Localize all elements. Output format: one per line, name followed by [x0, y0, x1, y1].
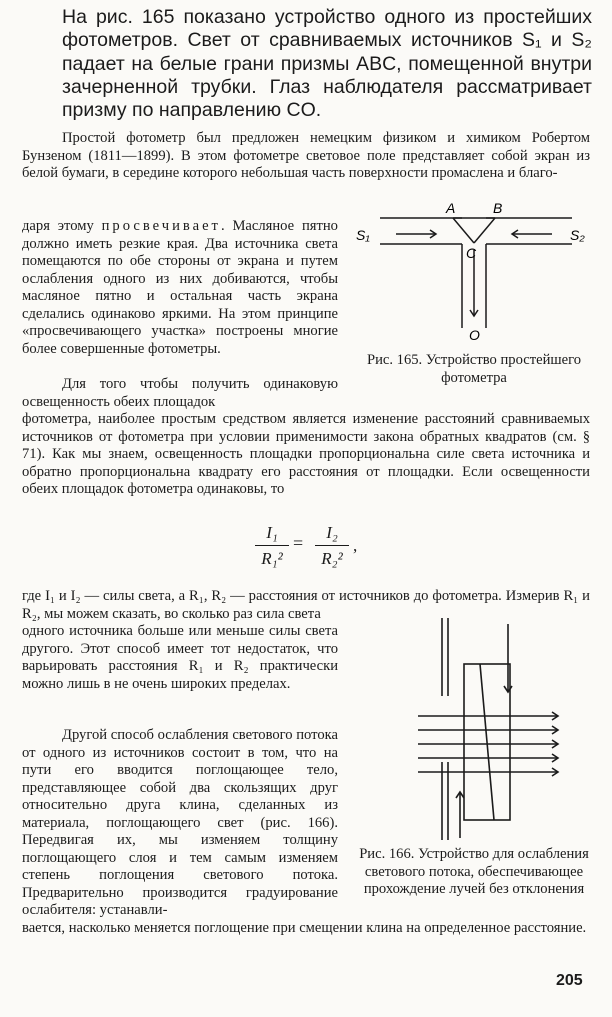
paragraph-illumination-continued: фотометра, наиболее простым средством является изменение расстояний сравниваемых источников от фотометра при условии применимости закона обратных квадратов (см. § 71). Как мы знаем, освещенность площадки пропорциональна силе света источника и обратно пропорциональна квадрату его расстояния от площадки. Если освещенности обеих площадок фотометра одинаковы, то: [22, 411, 590, 497]
text-fragment: . Масляное пятно должно иметь резкие края. Два источника света помещаются по обе стороны от экрана и путем ослабления одного из них добиваются, чтобы масляное пятно и остальная часть экрана сделались одинаково яркими. На этом принципе «просвечивающего участка» построены многие более совершенные фотометры.: [22, 218, 338, 357]
figure-166-wedge-attenuator-diagram: [408, 616, 568, 842]
paragraph-wedge-method-end: вается, насколько меняется поглощение при смещении клина на определенное расстояние.: [22, 920, 587, 936]
fraction-left: [255, 523, 289, 570]
label-c: C: [466, 245, 477, 261]
denominator-r2: R₂²: [321, 549, 343, 568]
numerator-i2: I₂: [326, 523, 338, 542]
label-a: A: [446, 200, 456, 216]
label-s2: S₂: [570, 227, 585, 243]
inverse-square-formula: [255, 523, 365, 573]
paragraph-illumination-start: Для того чтобы получить одинаковую освещенность обеих площадок: [22, 376, 338, 410]
paragraph-definitions: где I₁ и I₂ — силы света, а R₁, R₂ — расстояния от источников до фотометра. Измерив R₁ и R₂, мы можем сказать, во сколько раз сила света: [22, 588, 590, 622]
figure-165-caption: Рис. 165. Устройство простейшего фотометра: [366, 352, 582, 386]
denominator-r1: R₁²: [261, 549, 283, 568]
formula-comma: ,: [353, 536, 358, 555]
intro-paragraph: На рис. 165 показано устройство одного из простейших фотометров. Свет от сравниваемых источников S₁ и S₂ падает на белые грани призмы ABC, помещенной внутри зачерненной трубки. Глаз наблюдателя рассматривает призму по направлению CO.: [62, 6, 592, 122]
figure-165-photometer-diagram: [350, 198, 600, 348]
page-number: 205: [556, 972, 583, 989]
figure-166-caption: Рис. 166. Устройство для ослабления светового потока, обеспечивающее прохождение лучей без отклонения: [359, 846, 589, 897]
text-fragment: даря этому: [22, 218, 102, 234]
label-b: B: [493, 200, 503, 216]
label-o: O: [469, 327, 480, 343]
paragraph-bunsen-start: Простой фотометр был предложен немецким физиком и химиком Робертом Бунзеном (1811—1899). В этом фотометре световое поле представляет собой экран из белой бумаги, в середине которого небольшая часть поверхности промаслена и благо-: [22, 130, 590, 181]
label-s1: S₁: [356, 227, 370, 243]
paragraph-definitions-continued: одного источника больше или меньше силы света другого. Этот способ имеет тот недостаток, что варьировать расстояния R₁ и R₂ практически можно лишь в не очень широких пределах.: [22, 623, 338, 692]
paragraph-bunsen-continued: [22, 218, 338, 358]
fraction-bar: [315, 545, 349, 546]
fraction-right: [315, 523, 349, 570]
numerator-i1: I₁: [266, 523, 278, 542]
emphasized-word: просвечивает: [101, 218, 221, 234]
equals-sign: =: [293, 533, 304, 553]
paragraph-wedge-method: Другой способ ослабления светового потока от одного из источников состоит в том, что на пути его вводится поглощающее тело, представляющее собой два скользящих друг относительно друга клина, сделанных из материала, поглощающего свет (рис. 166). Передвигая их, мы изменяем толщину поглощающего слоя и тем самым изменяем степень поглощения светового потока. Предварительно производится градуирование ослабителя: устанавли-: [22, 727, 338, 918]
fraction-bar: [255, 545, 289, 546]
